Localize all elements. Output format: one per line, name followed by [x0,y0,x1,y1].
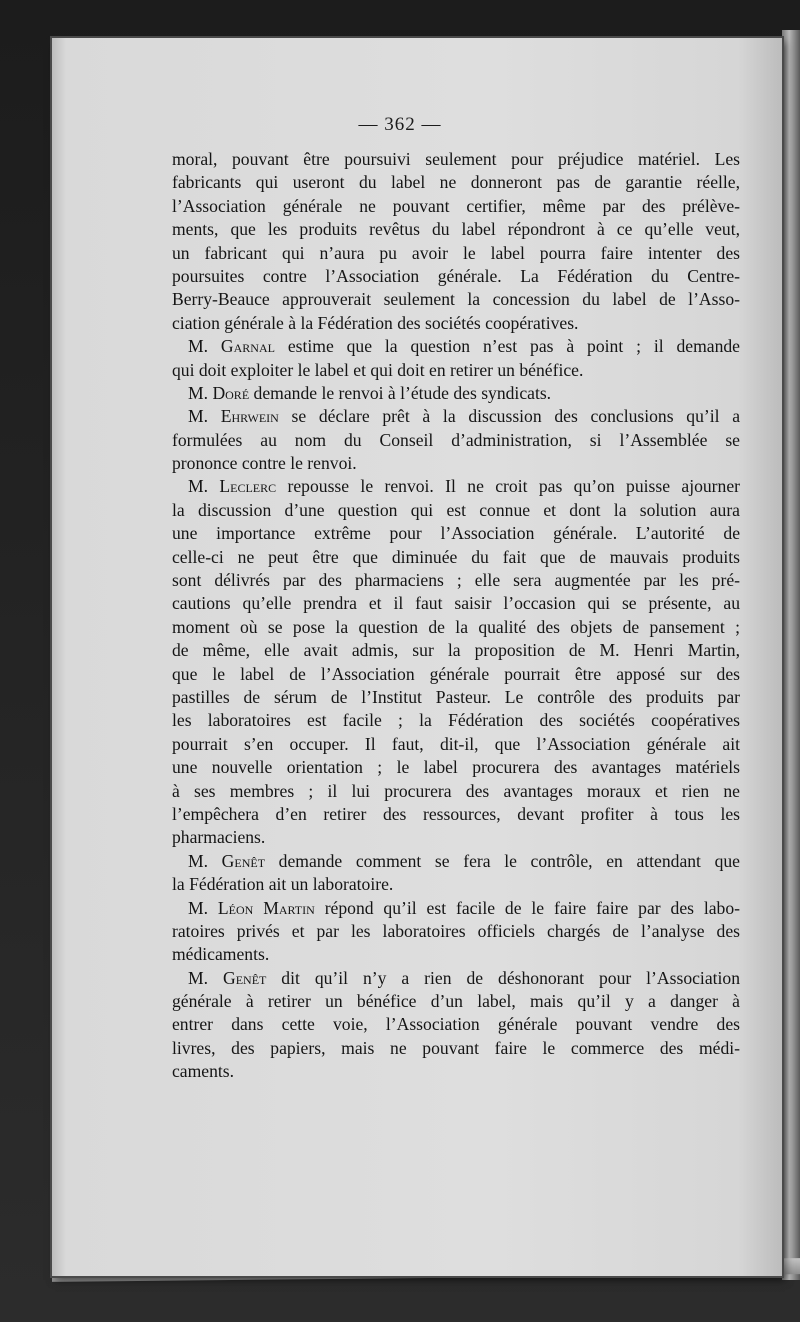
text-line [172,195,740,218]
speaker-name: M. Genêt [188,967,267,988]
text-line [172,335,740,358]
line-text: demande le renvoi à l’étude des syndicats. [249,382,552,403]
line-text: pastilles de sérum de l’Institut Pasteur. Le contrôle des produits par [172,686,740,707]
text-line [172,967,740,990]
text-line [172,803,740,826]
text-line [172,850,740,873]
line-text: entrer dans cette voie, l’Association générale pouvant vendre des [172,1014,740,1035]
line-text: sont délivrés par des pharmaciens ; elle sera augmentée par les pré- [172,570,740,591]
text-line [172,475,740,498]
paragraph [172,475,740,849]
text-line [172,1013,740,1036]
text-line [172,943,740,966]
line-text: pharmaciens. [172,827,266,848]
line-text: fabricants qui useront du label ne donneront pas de garantie réelle, [172,172,740,193]
text-line [172,242,740,265]
line-text: cautions qu’elle prendra et il faut saisir l’occasion qui se présente, au [172,593,740,614]
line-text: demande comment se fera le contrôle, en attendant que [265,850,740,871]
text-line [172,920,740,943]
paragraph [172,967,740,1084]
line-text: à ses membres ; il lui procurera des avantages moraux et rien ne [172,780,740,801]
paragraph [172,148,740,335]
page-edge-right [782,30,800,1280]
text-line [172,990,740,1013]
text-line [172,405,740,428]
text-line [172,312,740,335]
paragraph [172,335,740,382]
text-line [172,569,740,592]
line-text: l’empêchera d’en retirer des ressources, devant profiter à tous les [172,803,740,824]
text-line [172,686,740,709]
speaker-name: M. Garnal [188,336,275,357]
speaker-name: M. Doré [188,382,250,403]
text-line [172,616,740,639]
speaker-name: M. Léon Martin [188,897,315,918]
line-text: que le label de l’Association générale pourrait être apposé sur des [172,663,740,684]
line-text: caments. [172,1061,235,1082]
speaker-name: M. Genêt [188,850,266,871]
paragraph [172,405,740,475]
line-text: qui doit exploiter le label et qui doit en retirer un bénéfice. [172,359,584,380]
text-line [172,592,740,615]
text-line [172,148,740,171]
text-line [172,171,740,194]
text-line [172,780,740,803]
text-line [172,733,740,756]
text-line [172,429,740,452]
text-line [172,546,740,569]
line-text: formulées au nom du Conseil d’administration, si l’Assemblée se [172,429,740,450]
text-line [172,1060,740,1083]
line-text: générale à retirer un bénéfice d’un label, mais qu’il y a danger à [172,991,740,1012]
line-text: moral, pouvant être poursuivi seulement pour préjudice matériel. Les [172,149,740,169]
line-text: poursuites contre l’Association générale. La Fédération du Centre- [172,265,740,286]
line-text: Berry-Beauce approuverait seulement la concession du label de l’Asso- [172,289,740,310]
text-line [172,756,740,779]
text-line [172,359,740,382]
text-line [172,1037,740,1060]
text-line [172,452,740,475]
line-text: dit qu’il n’y a rien de déshonorant pour l’Association [266,967,740,988]
line-text: prononce contre le renvoi. [172,453,357,474]
paragraph [172,850,740,897]
paragraph [172,382,740,405]
line-text: ments, que les produits revêtus du label répondront à ce qu’elle veut, [172,219,740,240]
line-text: médicaments. [172,944,270,965]
line-text: ratoires privés et par les laboratoires officiels chargés de l’analyse des [172,920,740,941]
line-text: estime que la question n’est pas à point ; il demande [274,336,740,357]
line-text: de même, elle avait admis, sur la proposition de M. Henri Martin, [172,640,740,661]
line-text: répond qu’il est facile de le faire faire par des labo- [314,897,741,918]
text-line [172,826,740,849]
line-text: livres, des papiers, mais ne pouvant faire le commerce des médi- [172,1037,740,1058]
text-line [172,522,740,545]
text-line [172,499,740,522]
text-line [172,709,740,732]
paragraph [172,897,740,967]
line-text: celle-ci ne peut être que diminuée du fait que de mauvais produits [172,546,740,567]
text-line [172,873,740,896]
text-line [172,663,740,686]
line-text: un fabricant qui n’aura pu avoir le label pourra faire intenter des [172,242,740,263]
body-text [172,148,740,1084]
page-number: — 362 — [358,114,442,135]
line-text: une nouvelle orientation ; le label procurera des avantages matériels [172,757,740,778]
line-text: les laboratoires est facile ; la Fédération des sociétés coopératives [172,710,740,731]
line-text: une importance extrême pour l’Association générale. L’autorité de [172,523,740,544]
line-text: l’Association générale ne pouvant certifier, même par des prélève- [172,195,740,216]
line-text: pourrait s’en occuper. Il faut, dit-il, que l’Association générale ait [172,733,740,754]
line-text: repousse le renvoi. Il ne croit pas qu’on puisse ajourner [276,476,740,497]
speaker-name: M. Leclerc [188,476,277,497]
line-text: la Fédération ait un laboratoire. [172,874,394,895]
text-line [172,382,740,405]
text-line [172,897,740,920]
line-text: la discussion d’une question qui est connue et dont la solution aura [172,499,740,520]
text-line [172,265,740,288]
text-line [172,218,740,241]
speaker-name: M. Ehrwein [188,406,279,427]
line-text: ciation générale à la Fédération des sociétés coopératives. [172,312,579,333]
line-text: moment où se pose la question de la qualité des objets de pansement ; [172,616,740,637]
text-line [172,639,740,662]
text-line [172,288,740,311]
line-text: se déclare prêt à la discussion des conclusions qu’il a [278,406,741,427]
